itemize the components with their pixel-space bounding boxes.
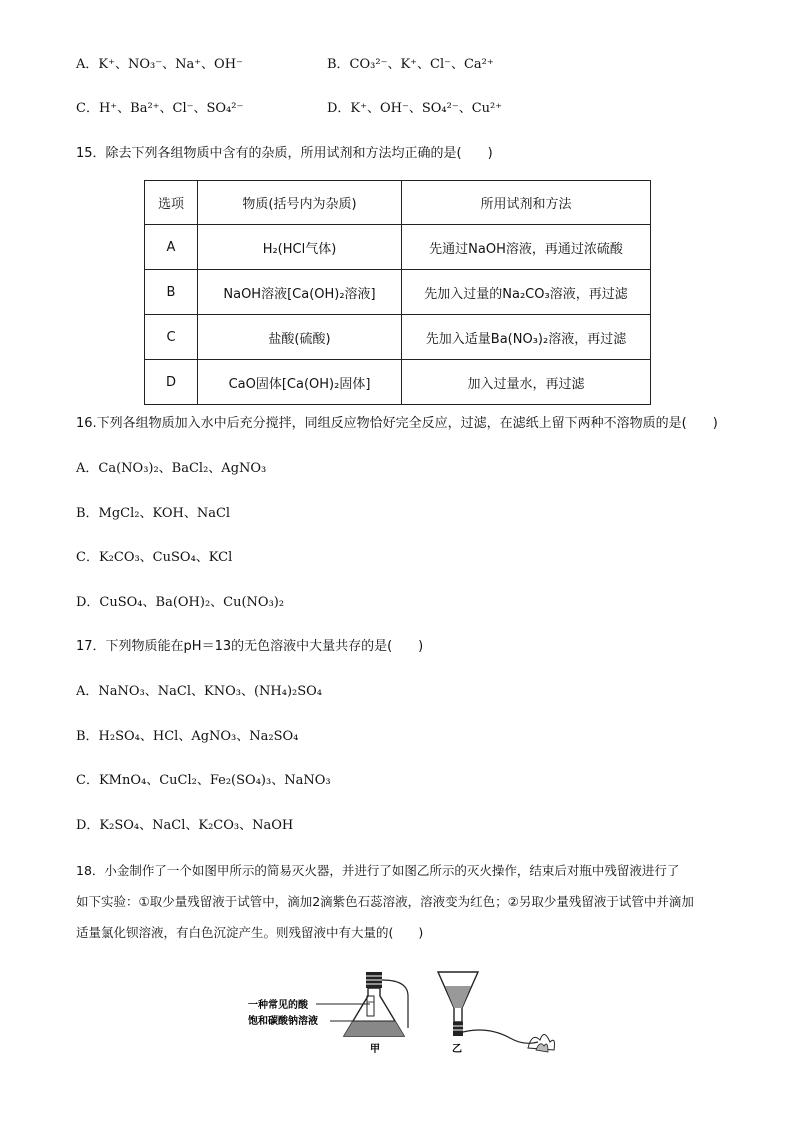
q16-option-b: B．MgCl₂、KOH、NaCl [76, 506, 231, 521]
q18-line-3: 适量氯化钡溶液，有白色沉淀产生。则残留液中有大量的( ) [76, 925, 424, 940]
q14-option-c: C．H⁺、Ba²⁺、Cl⁻、SO₄²⁻ [76, 101, 244, 116]
q14-option-b: B．CO₃²⁻、K⁺、Cl⁻、Ca²⁺ [327, 57, 494, 72]
q16-stem: 16.下列各组物质加入水中后充分搅拌，同组反应物恰好完全反应，过滤，在滤纸上留下两种不溶物质的是( ) [76, 416, 718, 431]
q18-line-1: 18．小金制作了一个如图甲所示的简易灭火器，并进行了如图乙所示的灭火操作，结束后对瓶中残留液进行了 [76, 863, 680, 878]
flask-yi [438, 972, 555, 1052]
table-header-cell: 选项 [145, 181, 198, 225]
table-cell: H₂(HCl气体) [198, 225, 402, 270]
q14-option-a: A．K⁺、NO₃⁻、Na⁺、OH⁻ [76, 57, 243, 72]
q18-line-2: 如下实验：①取少量残留液于试管中，滴加2滴紫色石蕊溶液，溶液变为红色；②另取少量残留液于试管中并滴加 [76, 894, 694, 909]
table-cell: 先加入适量Ba(NO₃)₂溶液，再过滤 [402, 315, 651, 360]
table-row [145, 225, 651, 270]
q17-option-c: C．KMnO₄、CuCl₂、Fe₂(SO₄)₃、NaNO₃ [76, 773, 331, 788]
q17-option-b: B．H₂SO₄、HCl、AgNO₃、Na₂SO₄ [76, 729, 299, 744]
table-row [145, 360, 651, 405]
table-cell: NaOH溶液[Ca(OH)₂溶液] [198, 270, 402, 315]
table-row [145, 270, 651, 315]
acid-label: 一种常见的酸 [248, 1000, 308, 1011]
q17-option-a: A．NaNO₃、NaCl、KNO₃、(NH₄)₂SO₄ [76, 684, 322, 699]
q17-option-d: D．K₂SO₄、NaCl、K₂CO₃、NaOH [76, 818, 294, 833]
table-cell: A [145, 225, 198, 270]
caption-yi: 乙 [452, 1044, 462, 1055]
table-header-cell: 所用试剂和方法 [402, 181, 651, 225]
table-cell: B [145, 270, 198, 315]
table-header-cell: 物质(括号内为杂质) [198, 181, 402, 225]
table-cell: 先加入过量的Na₂CO₃溶液，再过滤 [402, 270, 651, 315]
table-cell: 加入过量水，再过滤 [402, 360, 651, 405]
q14-option-d: D．K⁺、OH⁻、SO₄²⁻、Cu²⁺ [327, 101, 503, 116]
extinguisher-diagram [248, 966, 558, 1058]
table-cell: 盐酸(硫酸) [198, 315, 402, 360]
q15-table [144, 180, 651, 405]
table-cell: CaO固体[Ca(OH)₂固体] [198, 360, 402, 405]
table-header-row [145, 181, 651, 225]
extinguisher-figure [248, 966, 558, 1058]
q16-option-c: C．K₂CO₃、CuSO₄、KCl [76, 550, 233, 565]
q15-stem: 15．除去下列各组物质中含有的杂质，所用试剂和方法均正确的是( ) [76, 146, 493, 161]
solution-label: 饱和碳酸钠溶液 [248, 1016, 318, 1027]
q16-option-a: A．Ca(NO₃)₂、BaCl₂、AgNO₃ [76, 461, 267, 476]
table-cell: D [145, 360, 198, 405]
caption-jia: 甲 [370, 1044, 380, 1055]
table-cell: C [145, 315, 198, 360]
table-cell: 先通过NaOH溶液，再通过浓硫酸 [402, 225, 651, 270]
q16-option-d: D．CuSO₄、Ba(OH)₂、Cu(NO₃)₂ [76, 595, 285, 610]
q17-stem: 17．下列物质能在pH＝13的无色溶液中大量共存的是( ) [76, 639, 424, 654]
table-row [145, 315, 651, 360]
